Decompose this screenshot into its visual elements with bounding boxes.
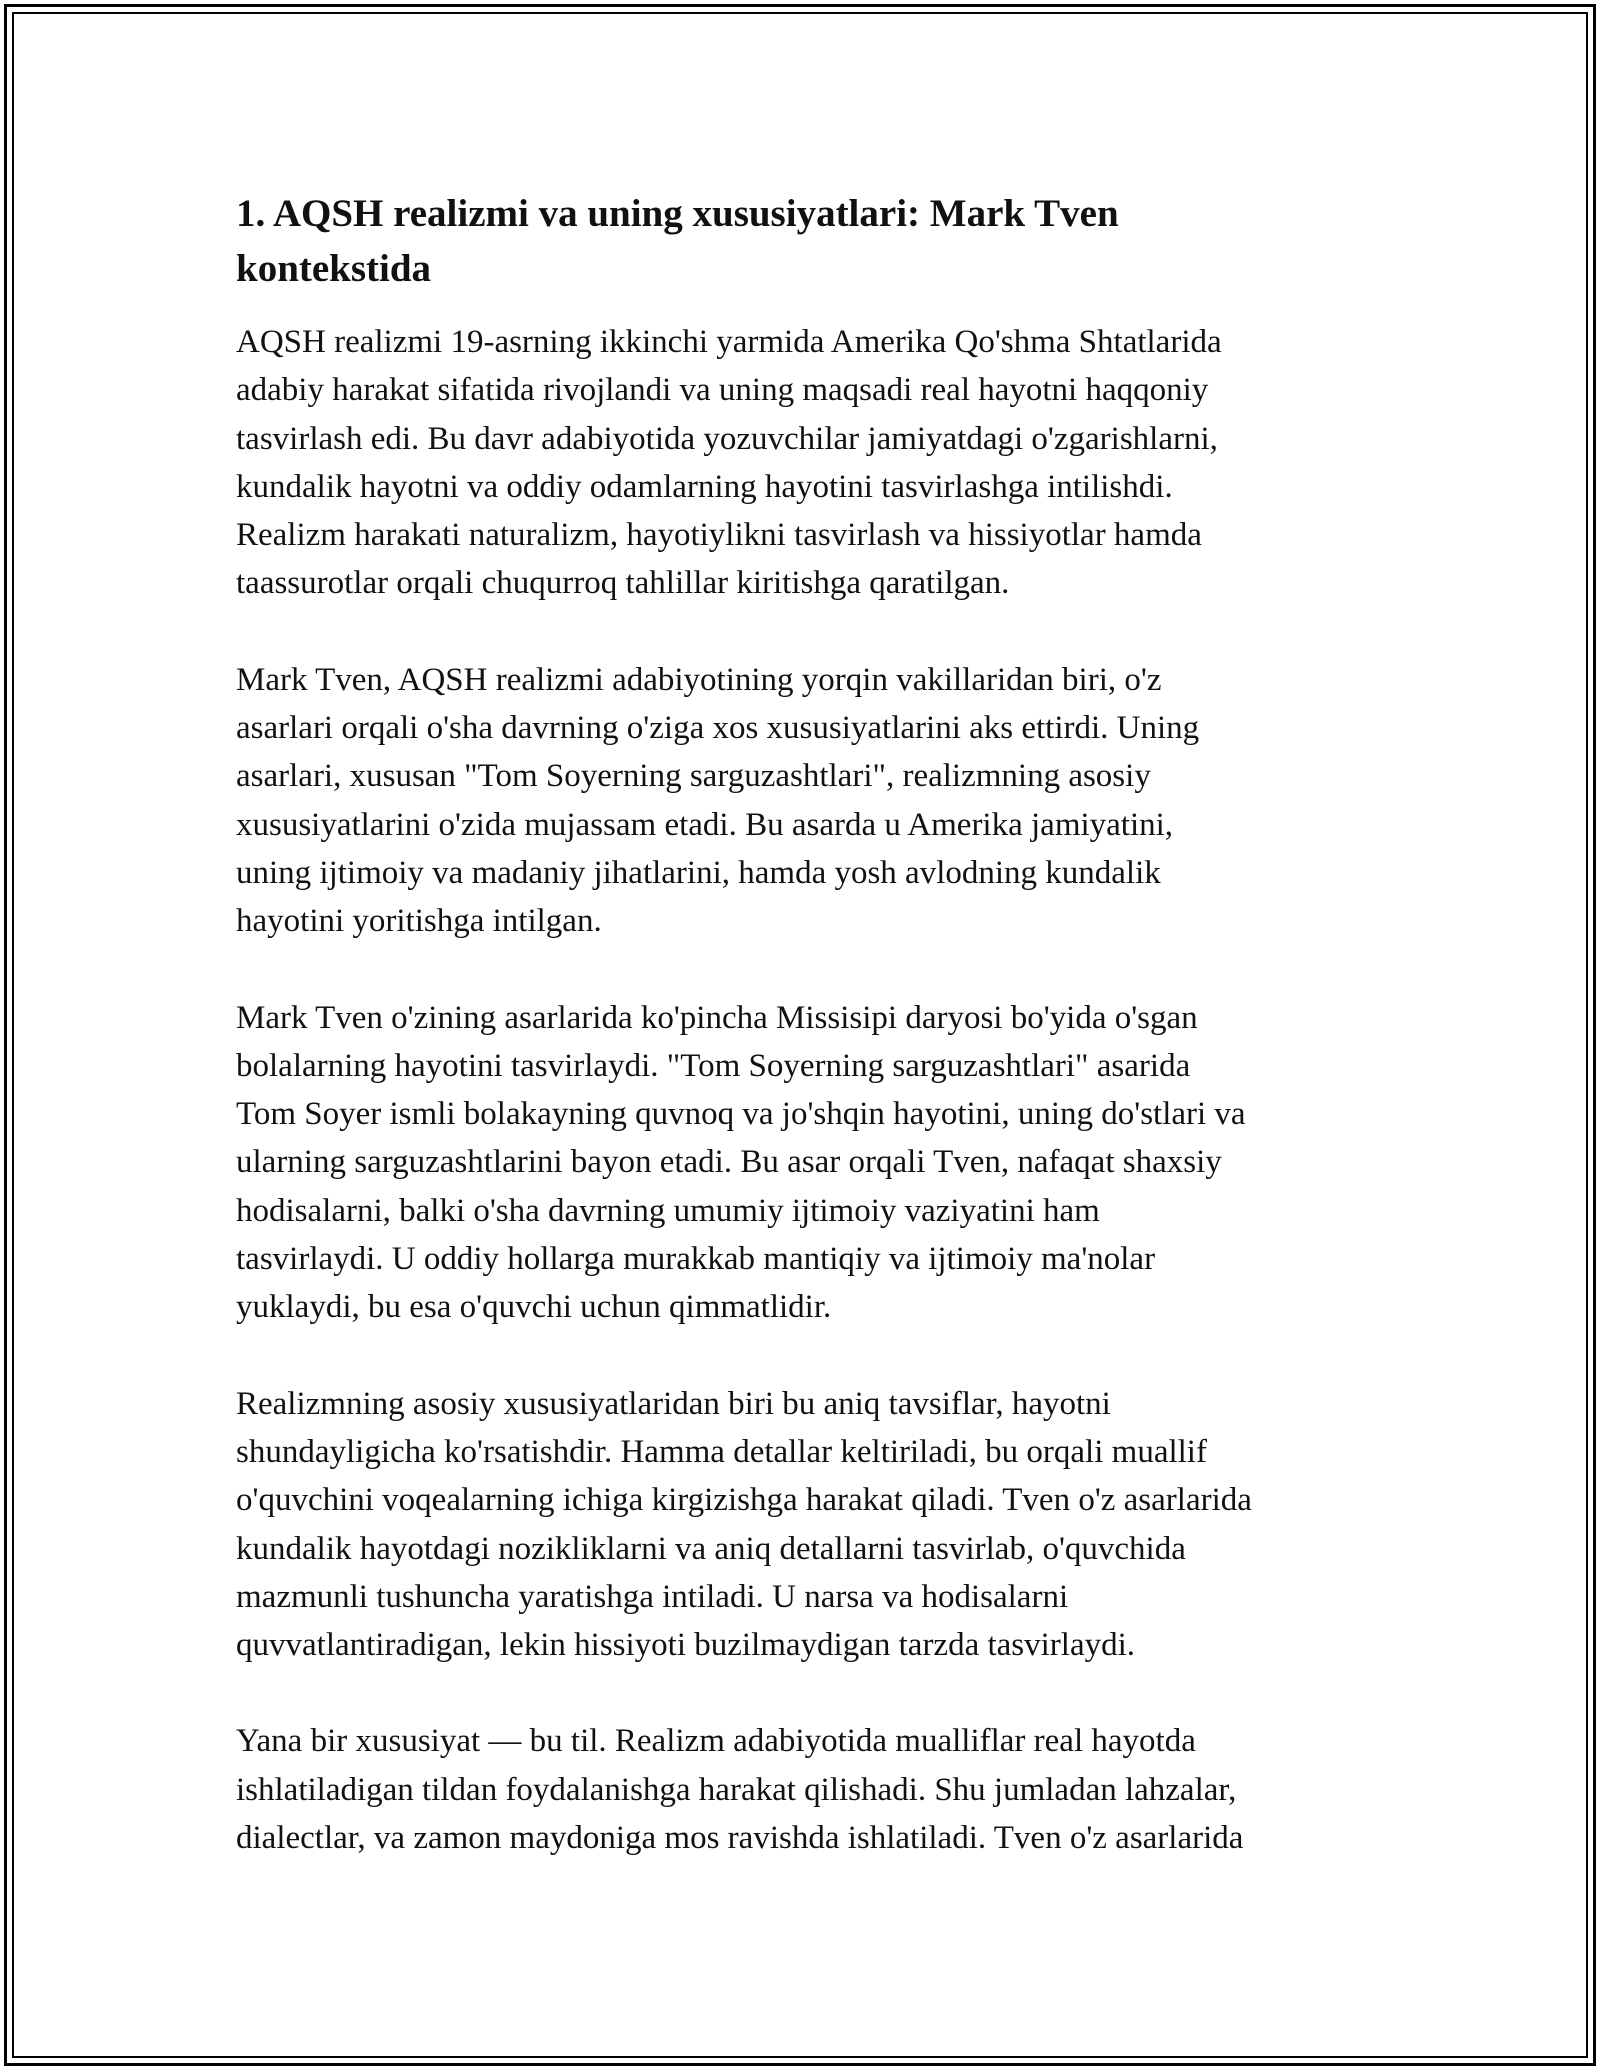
paragraph-5 xyxy=(236,1717,1376,1862)
text-line: tasvirlash edi. Bu davr adabiyotida yozuvchilar jamiyatdagi o'zgarishlarni, xyxy=(236,420,1218,457)
document-body xyxy=(236,186,1376,1910)
text-line: o'quvchini voqealarning ichiga kirgizishga harakat qiladi. Tven o'z asarlarida xyxy=(236,1482,1252,1519)
text-line: kundalik hayotni va oddiy odamlarning hayotini tasvirlashga intilishdi. xyxy=(236,468,1173,505)
text-line: Realizmning asosiy xususiyatlaridan biri bu aniq tavsiflar, hayotni xyxy=(236,1385,1111,1422)
text-line: adabiy harakat sifatida rivojlandi va uning maqsadi real hayotni haqqoniy xyxy=(236,372,1209,409)
text-line: dialectlar, va zamon maydoniga mos ravishda ishlatiladi. Tven o'z asarlarida xyxy=(236,1820,1244,1857)
paragraph-1 xyxy=(236,318,1376,608)
text-line: asarlari, xususan "Tom Soyerning sarguzashtlari", realizmning asosiy xyxy=(236,758,1151,795)
text-line: kundalik hayotdagi nozikliklarni va aniq detallarni tasvirlab, o'quvchida xyxy=(236,1530,1186,1567)
text-line: ularning sarguzashtlarini bayon etadi. Bu asar orqali Tven, nafaqat shaxsiy xyxy=(236,1144,1222,1181)
text-line: uning ijtimoiy va madaniy jihatlarini, hamda yosh avlodning kundalik xyxy=(236,854,1161,891)
text-line: mazmunli tushuncha yaratishga intiladi. U narsa va hodisalarni xyxy=(236,1578,1069,1615)
text-line: Yana bir xususiyat — bu til. Realizm adabiyotida mualliflar real hayotda xyxy=(236,1723,1196,1760)
text-line: shundayligicha ko'rsatishdir. Hamma detallar keltiriladi, bu orqali muallif xyxy=(236,1433,1207,1470)
text-line: taassurotlar orqali chuqurroq tahlillar kiritishga qaratilgan. xyxy=(236,565,1010,602)
text-line: ishlatiladigan tildan foydalanishga harakat qilishadi. Shu jumladan lahzalar, xyxy=(236,1771,1237,1808)
text-line: Tom Soyer ismli bolakayning quvnoq va jo'shqin hayotini, uning do'stlari va xyxy=(236,1096,1246,1133)
text-line: Mark Tven, AQSH realizmi adabiyotining yorqin vakillaridan biri, o'z xyxy=(236,661,1162,698)
heading-line: kontekstida xyxy=(236,247,432,290)
text-line: yuklaydi, bu esa o'quvchi uchun qimmatlidir. xyxy=(236,1289,832,1326)
text-line: hodisalarni, balki o'sha davrning umumiy ijtimoiy vaziyatini ham xyxy=(236,1192,1100,1229)
heading-line: 1. AQSH realizmi va uning xususiyatlari: Mark Tven xyxy=(236,192,1119,235)
paragraph-4 xyxy=(236,1380,1376,1670)
text-line: tasvirlaydi. U oddiy hollarga murakkab mantiqiy va ijtimoiy ma'nolar xyxy=(236,1241,1156,1278)
text-line: asarlari orqali o'sha davrning o'ziga xos xususiyatlarini aks ettirdi. Uning xyxy=(236,710,1200,747)
text-line: xususiyatlarini o'zida mujassam etadi. Bu asarda u Amerika jamiyatini, xyxy=(236,806,1174,843)
text-line: bolalarning hayotini tasvirlaydi. "Tom Soyerning sarguzashtlari" asarida xyxy=(236,1047,1191,1084)
text-line: AQSH realizmi 19-asrning ikkinchi yarmida Amerika Qo'shma Shtatlarida xyxy=(236,324,1222,360)
text-line: hayotini yoritishga intilgan. xyxy=(236,903,602,940)
text-line: Realizm harakati naturalizm, hayotiylikni tasvirlash va hissiyotlar hamda xyxy=(236,517,1202,554)
paragraph-2 xyxy=(236,656,1376,946)
text-line: Mark Tven o'zining asarlarida ko'pincha Missisipi daryosi bo'yida o'sgan xyxy=(236,999,1198,1036)
text-line: quvvatlantiradigan, lekin hissiyoti buzilmaydigan tarzda tasvirlaydi. xyxy=(236,1627,1136,1664)
paragraph-3 xyxy=(236,994,1376,1332)
section-heading xyxy=(236,186,1376,296)
